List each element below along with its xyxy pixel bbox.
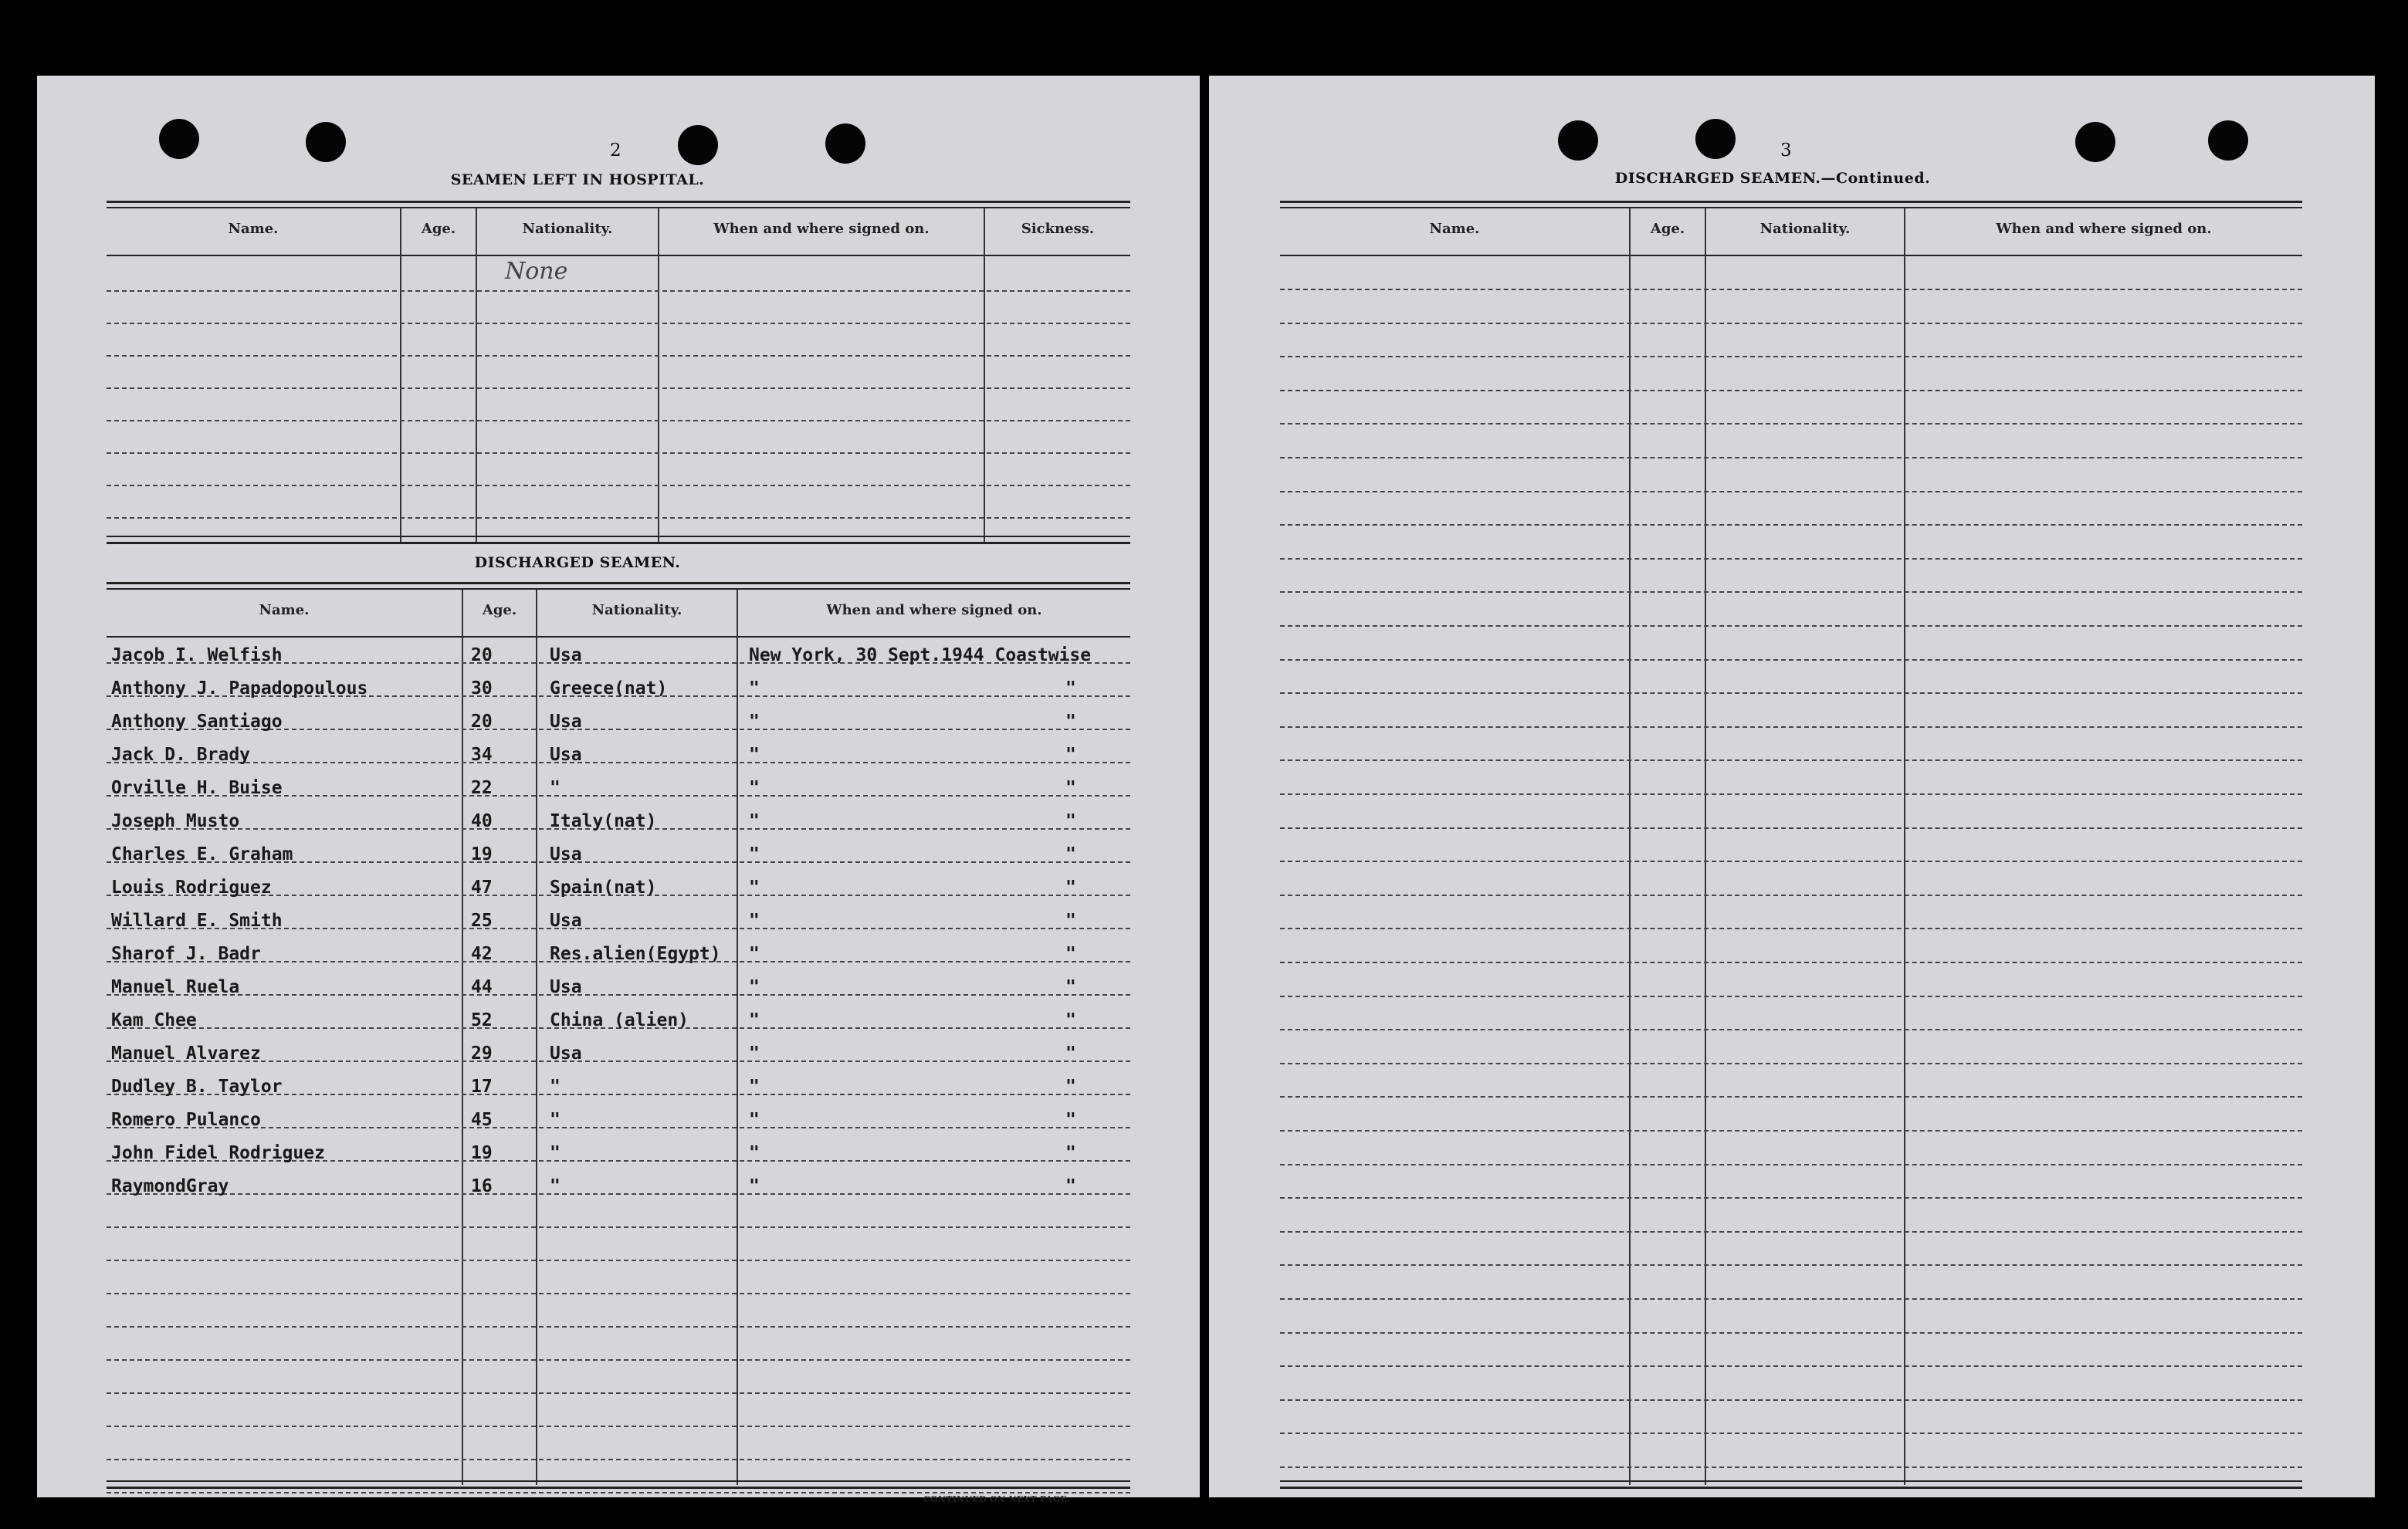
seaman-age: 22 [471,778,493,798]
seaman-signed-on: " [749,1176,760,1196]
seaman-signed-on-ditto: " [1065,745,1076,765]
hospital-top-rule [107,201,1130,203]
right-header-signed-on: When and where signed on. [1996,221,2212,237]
seaman-nationality: Usa [550,1044,582,1064]
row-line [1280,895,2302,896]
row-line [1280,423,2302,425]
seaman-name: RaymondGray [111,1176,229,1196]
hospital-bottom-rule-2 [107,542,1130,544]
hospital-top-rule-2 [107,207,1130,208]
seaman-age: 20 [471,712,493,732]
hospital-section-title: SEAMEN LEFT IN HOSPITAL. [450,171,705,188]
row-line [107,1260,1130,1261]
row-line [107,1459,1130,1460]
row-line [1280,591,2302,593]
seaman-signed-on: " [749,678,760,699]
right-top-rule-2 [1280,207,2302,208]
page-number: 2 [610,140,621,161]
seaman-signed-on-ditto: " [1065,1143,1076,1163]
hospital-header-age: Age. [421,221,456,237]
seaman-age: 44 [471,977,493,997]
hospital-row-line [107,323,1130,324]
seaman-name: Orville H. Buise [111,778,283,798]
discharged-top-rule-2 [107,588,1130,590]
seaman-age: 16 [471,1176,493,1196]
seaman-nationality: Usa [550,844,582,864]
hospital-row-line [107,517,1130,519]
right-top-rule [1280,201,2302,203]
seaman-name: Kam Chee [111,1010,197,1030]
right-bottom-rule [1280,1480,2302,1482]
seaman-signed-on: " [749,712,760,732]
row-line [1280,1029,2302,1030]
continued-note: CONTINUED ON NEXT PAGE. [923,1494,1071,1504]
seaman-nationality: Italy(nat) [550,811,657,831]
hospital-row-line [107,355,1130,357]
seaman-nationality: Usa [550,977,582,997]
row-line [1280,625,2302,627]
right-header-age: Age. [1650,221,1685,237]
hospital-row-line [107,420,1130,421]
seaman-signed-on: New York, 30 Sept.1944 Coastwise [749,645,1092,665]
row-line [107,1293,1130,1294]
hospital-header-rule [107,255,1130,256]
row-line [107,1326,1130,1328]
seaman-signed-on: " [749,1077,760,1097]
seaman-name: Jacob I. Welfish [111,645,283,665]
row-line [1280,726,2302,728]
seaman-nationality: " [550,778,561,798]
seaman-signed-on: " [749,944,760,964]
seaman-nationality: Usa [550,911,582,931]
seaman-name: Jack D. Brady [111,745,251,765]
discharged-header-nationality: Nationality. [591,602,682,618]
seaman-name: Sharof J. Badr [111,944,261,964]
row-line [1280,827,2302,829]
seaman-age: 19 [471,1143,493,1163]
seaman-age: 29 [471,1044,493,1064]
right-section-title: DISCHARGED SEAMEN.—Continued. [1614,170,1931,187]
punch-hole [159,119,199,159]
seaman-signed-on-ditto: " [1065,1044,1076,1064]
row-line [1280,692,2302,694]
hospital-row-line [107,290,1130,292]
seaman-signed-on-ditto: " [1065,844,1076,864]
seaman-name: Louis Rodriguez [111,878,272,898]
seaman-signed-on: " [749,1143,760,1163]
seaman-signed-on: " [749,1044,760,1064]
row-line [1280,759,2302,761]
punch-hole [2208,120,2248,161]
seaman-name: Dudley B. Taylor [111,1077,283,1097]
discharged-header-age: Age. [482,602,517,618]
seaman-nationality: " [550,1110,561,1130]
row-line [1280,1433,2302,1434]
seaman-age: 25 [471,911,493,931]
row-line [107,1193,1130,1195]
seaman-signed-on-ditto: " [1065,1110,1076,1130]
row-line [107,1226,1130,1228]
seaman-nationality: Res.alien(Egypt) [550,944,721,964]
row-line [1280,323,2302,324]
seaman-nationality: " [550,1176,561,1196]
seaman-signed-on-ditto: " [1065,878,1076,898]
row-line [107,994,1130,996]
row-line [1280,962,2302,963]
row-line [1280,1096,2302,1098]
seaman-nationality: Usa [550,645,582,665]
row-line [107,762,1130,763]
discharged-bottom-rule-2 [107,1487,1130,1489]
punch-hole [306,122,346,162]
seaman-nationality: Usa [550,745,582,765]
col-divider [1629,208,1631,1485]
seaman-signed-on-ditto: " [1065,811,1076,831]
row-line [107,1359,1130,1361]
discharged-header-signed-on: When and where signed on. [826,602,1042,618]
right-bottom-rule-2 [1280,1487,2302,1489]
row-line [1280,1466,2302,1468]
row-line [1280,659,2302,661]
discharged-top-rule [107,582,1130,584]
page-number: 3 [1780,140,1792,161]
seaman-nationality: China (alien) [550,1010,689,1030]
left-page [37,76,1200,1504]
right-page [1209,76,2375,1497]
seaman-signed-on: " [749,878,760,898]
discharged-header-rule [107,636,1130,638]
seaman-nationality: Greece(nat) [550,678,668,699]
seaman-age: 20 [471,645,493,665]
seaman-name: Romero Pulanco [111,1110,261,1130]
seaman-name: Charles E. Graham [111,844,293,864]
seaman-signed-on: " [749,977,760,997]
seaman-signed-on: " [749,1010,760,1030]
row-line [1280,1130,2302,1132]
row-line [1280,996,2302,997]
col-divider [1705,208,1706,1485]
seaman-signed-on: " [749,811,760,831]
seaman-age: 52 [471,1010,493,1030]
right-header-nationality: Nationality. [1759,221,1851,237]
seaman-age: 42 [471,944,493,964]
row-line [1280,289,2302,290]
hospital-row-line [107,485,1130,486]
row-line [1280,1164,2302,1165]
seaman-signed-on: " [749,844,760,864]
row-line [107,1492,1130,1493]
hospital-row-line [107,387,1130,389]
row-line [1280,457,2302,458]
seaman-age: 34 [471,745,493,765]
row-line [107,1392,1130,1394]
col-divider [400,208,401,542]
row-line [1280,390,2302,391]
col-divider [476,208,477,542]
seaman-age: 19 [471,844,493,864]
col-divider [658,208,659,542]
row-line [1280,1063,2302,1064]
seaman-signed-on: " [749,1110,760,1130]
seaman-name: John Fidel Rodriguez [111,1143,325,1163]
right-header-rule [1280,255,2302,256]
seaman-signed-on-ditto: " [1065,678,1076,699]
seaman-name: Anthony Santiago [111,712,283,732]
hospital-header-name: Name. [228,221,279,237]
seaman-signed-on: " [749,745,760,765]
seaman-signed-on-ditto: " [1065,977,1076,997]
seaman-name: Joseph Musto [111,811,240,831]
hospital-header-signed-on: When and where signed on. [713,221,930,237]
hospital-row-line [107,452,1130,454]
hospital-none-entry: None [505,258,568,285]
row-line [1280,793,2302,795]
discharged-section-title: DISCHARGED SEAMEN. [474,554,681,571]
seaman-name: Manuel Alvarez [111,1044,261,1064]
seaman-signed-on: " [749,911,760,931]
row-line [1280,491,2302,492]
seaman-signed-on: " [749,778,760,798]
seaman-name: Anthony J. Papadopoulous [111,678,368,699]
seaman-age: 47 [471,878,493,898]
discharged-header-name: Name. [259,602,310,618]
seaman-nationality: " [550,1077,561,1097]
seaman-nationality: " [550,1143,561,1163]
seaman-nationality: Spain(nat) [550,878,657,898]
punch-hole [1695,119,1736,159]
col-divider [536,590,537,1485]
seaman-signed-on-ditto: " [1065,1176,1076,1196]
row-line [1280,1365,2302,1367]
row-line [1280,1298,2302,1300]
col-divider [1904,208,1905,1485]
right-header-name: Name. [1429,221,1480,237]
row-line [1280,1197,2302,1199]
hospital-header-sickness: Sickness. [1021,221,1095,237]
row-line [1280,1332,2302,1334]
punch-hole [678,125,718,165]
col-divider [984,208,985,542]
hospital-header-nationality: Nationality. [522,221,613,237]
seaman-signed-on-ditto: " [1065,1010,1076,1030]
row-line [1280,1231,2302,1233]
punch-hole [1558,120,1598,161]
seaman-nationality: Usa [550,712,582,732]
seaman-age: 40 [471,811,493,831]
seaman-signed-on-ditto: " [1065,1077,1076,1097]
row-line [1280,928,2302,929]
row-line [1280,861,2302,862]
row-line [107,1426,1130,1427]
col-divider [737,590,738,1485]
punch-hole [825,123,865,164]
row-line [1280,524,2302,526]
seaman-signed-on-ditto: " [1065,944,1076,964]
hospital-bottom-rule [107,536,1130,537]
col-divider [462,590,463,1485]
punch-hole [2075,122,2115,162]
seaman-signed-on-ditto: " [1065,712,1076,732]
row-line [1280,1399,2302,1401]
seaman-age: 45 [471,1110,493,1130]
seaman-signed-on-ditto: " [1065,778,1076,798]
row-line [1280,558,2302,560]
seaman-age: 17 [471,1077,493,1097]
seaman-signed-on-ditto: " [1065,911,1076,931]
row-line [1280,1264,2302,1266]
seaman-name: Manuel Ruela [111,977,240,997]
seaman-age: 30 [471,678,493,699]
discharged-bottom-rule [107,1480,1130,1482]
seaman-name: Willard E. Smith [111,911,283,931]
row-line [1280,356,2302,357]
